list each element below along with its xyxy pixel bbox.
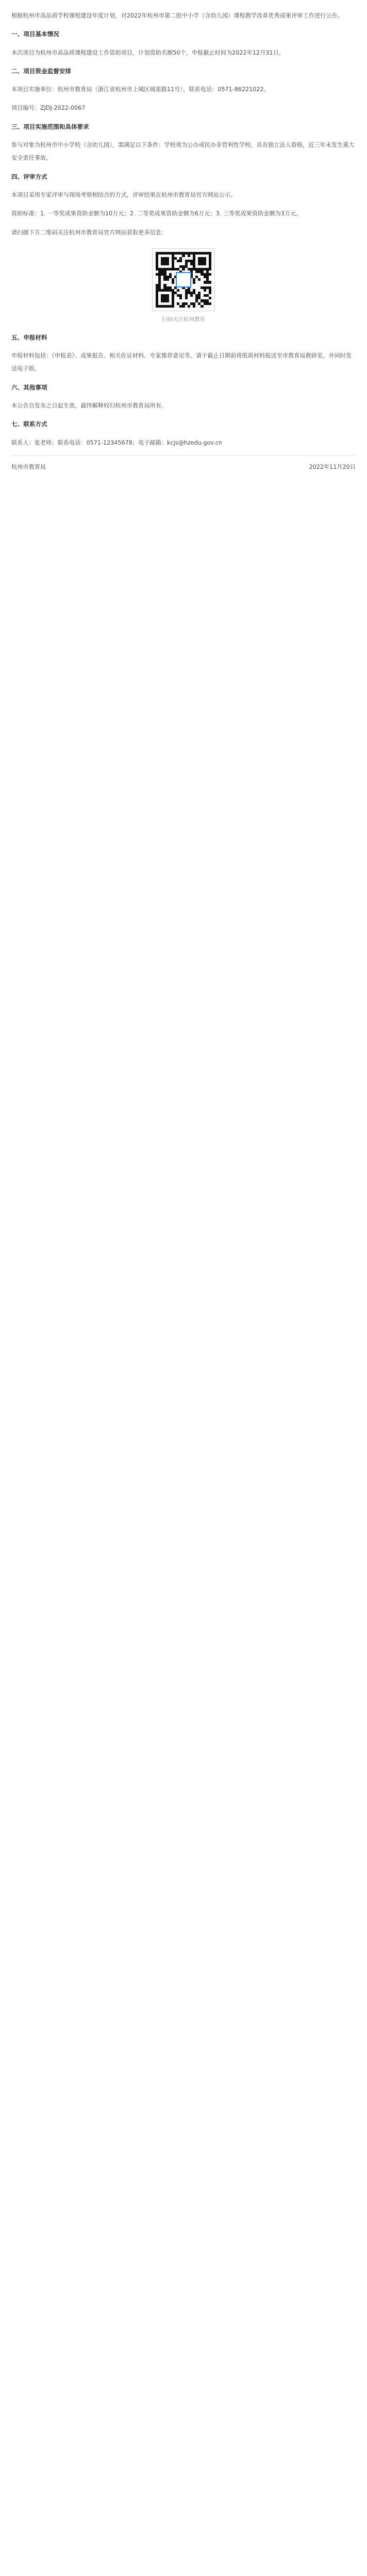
paragraph: 本项目实施单位：杭州市教育局（浙江省杭州市上城区城星路11号），联系电话：0571-86221022。 — [11, 86, 270, 93]
content — [11, 9, 356, 473]
paragraph: 申报材料包括：《申报表》、成果报告、相关佐证材料、专家推荐意见等。请于截止日期前将纸质材料报送至市教育局教研室，并同时发送电子版。 — [11, 352, 352, 372]
section-heading: 四、评审方式 — [11, 173, 47, 180]
section-heading: 二、项目资金监督安排 — [11, 67, 71, 75]
qr-code — [152, 248, 215, 311]
paragraph: 本次项目为杭州市高品质课程建设工作资助项目，计划资助名额50个，申报截止时间为2022年12月31日。 — [11, 49, 285, 56]
footer-org: 杭州市教育局 — [11, 463, 46, 470]
qr-code-block — [11, 248, 356, 323]
divider — [11, 455, 356, 456]
qr-caption: 扫码关注杭州教育 — [162, 316, 205, 323]
footer-date: 2022年11月20日 — [309, 463, 356, 470]
section-heading: 一、项目基本情况 — [11, 30, 59, 38]
section-heading: 五、申报材料 — [11, 333, 47, 341]
paragraph: 请扫描下方二维码关注杭州市教育局官方网站获取更多信息： — [11, 229, 168, 236]
paragraph: 资助标准：1. 一等奖成果资助金额为10万元；2. 二等奖成果资助金额为6万元；3. 三等奖成果资助金额为3万元。 — [11, 210, 302, 217]
paragraph: 项目编号：ZJDJ-2022-0067 — [11, 105, 86, 112]
section-heading: 七、联系方式 — [11, 420, 47, 428]
section-heading: 三、项目实施范围和具体要求 — [11, 123, 89, 130]
footer — [11, 461, 356, 473]
section-heading: 六、其他事项 — [11, 383, 47, 391]
paragraph: 根据杭州市高品质学校课程建设年度计划，对2022年杭州市第二批中小学（含幼儿园）课程教学改革优秀成果评审工作进行公告。 — [11, 12, 343, 19]
paragraph: 本项目采用专家评审与现场考察相结合的方式，评审结果在杭州市教育局官方网站公示。 — [11, 191, 237, 198]
qr-logo-icon — [176, 272, 191, 287]
paragraph: 联系人：张老师；联系电话：0571-12345678；电子邮箱：kcjs@hzedu.gov.cn — [11, 439, 222, 446]
paragraph: 参与对象为杭州市中小学校（含幼儿园），需满足以下条件：学校须为公办或民办非营利性学校，具有独立法人资格，近三年未发生重大安全责任事故。 — [11, 142, 355, 162]
qr-module — [209, 305, 211, 308]
paragraph: 本公告自发布之日起生效，最终解释权归杭州市教育局所有。 — [11, 402, 168, 410]
